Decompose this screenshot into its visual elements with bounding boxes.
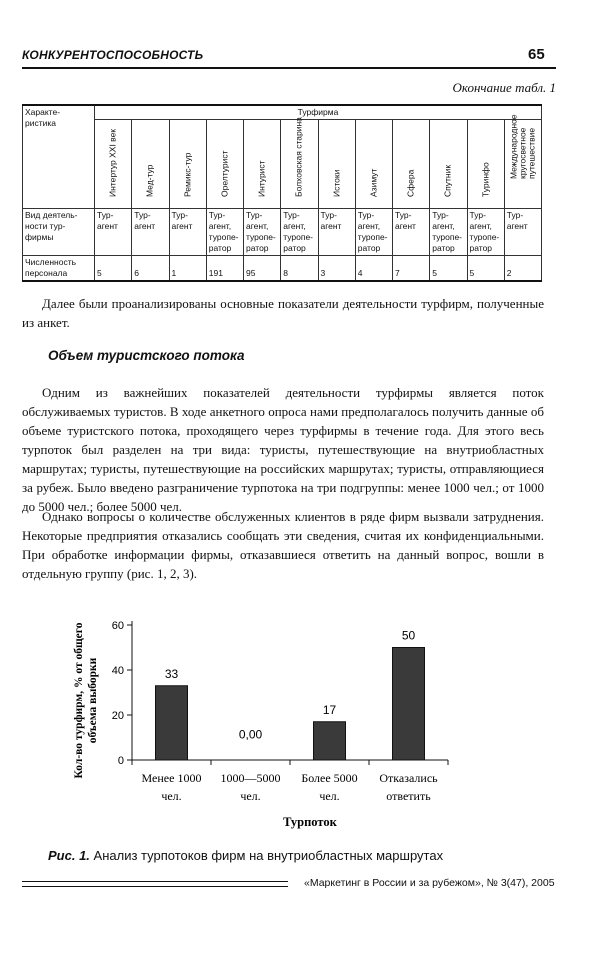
bar xyxy=(314,722,346,760)
firm-name: Орелтурист xyxy=(219,150,230,197)
footer-rule xyxy=(22,886,288,887)
paragraph-difficulties: Однако вопросы о количестве обслуженных клиентов в ряде фирм вызвали затруднения. Некоторые предприятия отказались сообщать эти сведения, считая их конфиденциальными. При обработке информации фирмы, отказавшиеся ответить на данный вопрос, вошли в отдельную группу (рис. 1, 2, 3). xyxy=(22,509,544,581)
table-cell: Тур- агент xyxy=(504,209,541,256)
firm-name-cell xyxy=(430,120,467,209)
firm-name: Международное кругосветное путешествие xyxy=(508,114,537,179)
x-axis-label: Турпоток xyxy=(283,815,337,829)
table-cell: 5 xyxy=(430,256,467,282)
running-header-title: КОНКУРЕНТОСПОСОБНОСТЬ xyxy=(22,48,204,62)
table-cell: 2 xyxy=(504,256,541,282)
firm-name: Ремикс-тур xyxy=(182,152,193,197)
page-number: 65 xyxy=(528,46,545,63)
x-tick-label: Более 5000 xyxy=(301,771,358,785)
table-cell: 6 xyxy=(132,256,169,282)
figure-label: Рис. 1. xyxy=(48,848,90,863)
figure-caption xyxy=(48,848,443,863)
section-heading: Объем туристского потока xyxy=(48,348,245,363)
data-label: 50 xyxy=(401,628,416,643)
figure-caption-text: Анализ турпотоков фирм на внутриобластных маршрутах xyxy=(93,848,444,863)
y-tick-label: 60 xyxy=(111,620,124,632)
firm-name: Болховская старина xyxy=(293,117,304,197)
firm-name-cell xyxy=(169,120,206,209)
y-tick-label: 40 xyxy=(111,665,124,677)
firm-name: Сфера xyxy=(405,169,416,197)
firm-name: Интурист xyxy=(256,160,267,197)
x-tick-label: Менее 1000 xyxy=(141,771,202,785)
footer-citation: «Маркетинг в России и за рубежом», № 3(47), 2005 xyxy=(304,877,555,889)
firm-name-cell xyxy=(393,120,430,209)
turpotok-bar-chart xyxy=(60,600,480,835)
table-cell: 8 xyxy=(281,256,318,282)
bar xyxy=(156,686,188,760)
table-cell: 191 xyxy=(206,256,243,282)
row-label: Численность персонала xyxy=(23,256,95,282)
table-cell: Тур- агент, туропе- ратор xyxy=(281,209,318,256)
y-tick-label: 0 xyxy=(117,755,124,767)
firm-name-cell xyxy=(95,120,132,209)
table-cell: Тур- агент xyxy=(169,209,206,256)
table-cell: Тур- агент xyxy=(95,209,132,256)
data-label: 33 xyxy=(164,666,179,681)
y-tick-label: 20 xyxy=(111,710,124,722)
table-cell: 95 xyxy=(244,256,281,282)
table-row xyxy=(23,209,542,256)
x-tick-label: чел. xyxy=(319,789,340,803)
paragraph-flow: Одним из важнейших показателей деятельности турфирмы является поток обслуживаемых туристов. В ходе анкетного опроса нами предполагалось получить данные об объеме туристского потока, проходящего через турфирмы в течение года. Для этого весь турпоток был разделен на три вида: туристы, путешествующие на внутриобластных маршрутах; туристы, путешествующие на российских маршрутах; туристы, отправляющиеся за рубеж. Было введено разграничение турпотока на три подгруппы: менее 1000 чел.; от 1000 до 5000 чел.; более 5000 чел. xyxy=(22,385,544,514)
firm-name: Туринфо xyxy=(480,162,491,197)
table-caption: Окончание табл. 1 xyxy=(452,80,556,95)
table-cell: Тур- агент xyxy=(132,209,169,256)
table-header-row xyxy=(23,105,542,120)
firm-name-cell xyxy=(504,114,541,209)
x-tick-label: ответить xyxy=(386,789,431,803)
table-row xyxy=(23,256,542,282)
table-cell: 5 xyxy=(95,256,132,282)
char-header-cell: Характе- ристика xyxy=(23,105,95,209)
firm-name: Спутник xyxy=(442,164,453,197)
firm-name-cell xyxy=(467,120,504,209)
y-axis-label: Кол-во турфирм, % от общего xyxy=(73,622,85,779)
firm-name-cell xyxy=(355,120,392,209)
table-cell: Тур- агент, туропе- ратор xyxy=(467,209,504,256)
firm-name: Мед-тур xyxy=(144,164,155,197)
bar xyxy=(393,648,425,761)
table-cell: Тур- агент, туропе- ратор xyxy=(206,209,243,256)
table-cell: Тур- агент, туропе- ратор xyxy=(244,209,281,256)
chart-bars xyxy=(156,648,425,761)
table-cell: Тур- агент, туропе- ратор xyxy=(430,209,467,256)
group-header-cell: Турфирма xyxy=(95,105,542,120)
table-cell: Тур- агент xyxy=(393,209,430,256)
header-rule xyxy=(22,67,556,69)
x-tick-label: чел. xyxy=(240,789,261,803)
x-tick-label: Отказались xyxy=(379,771,438,785)
table-cell: Тур- агент, туропе- ратор xyxy=(355,209,392,256)
x-tick-label: чел. xyxy=(161,789,182,803)
row-label: Вид деятель- ности тур- фирмы xyxy=(23,209,95,256)
footer-rule xyxy=(22,881,288,882)
firm-names-row xyxy=(23,120,542,209)
firm-name: Интертур XXI век xyxy=(107,128,118,197)
firm-name-cell xyxy=(132,120,169,209)
chart-labels xyxy=(73,622,438,829)
table-cell: Тур- агент xyxy=(318,209,355,256)
table-cell: 5 xyxy=(467,256,504,282)
firm-name: Истоки xyxy=(331,169,342,197)
table-cell: 7 xyxy=(393,256,430,282)
data-label: 0,00 xyxy=(238,727,263,742)
firms-table xyxy=(22,104,542,282)
firm-name-cell xyxy=(281,117,318,209)
table-cell: 4 xyxy=(355,256,392,282)
firm-name-cell xyxy=(206,120,243,209)
firm-name-cell xyxy=(318,120,355,209)
firm-name: Азимут xyxy=(368,168,379,197)
table-cell: 3 xyxy=(318,256,355,282)
x-tick-label: 1000—5000 xyxy=(220,771,281,785)
paragraph-intro: Далее были проанализированы основные показатели деятельности турфирм, полученные из анкет. xyxy=(22,296,544,330)
y-axis-label: объема выборки xyxy=(87,657,99,744)
data-label: 17 xyxy=(322,702,337,717)
table-cell: 1 xyxy=(169,256,206,282)
firm-name-cell xyxy=(244,120,281,209)
